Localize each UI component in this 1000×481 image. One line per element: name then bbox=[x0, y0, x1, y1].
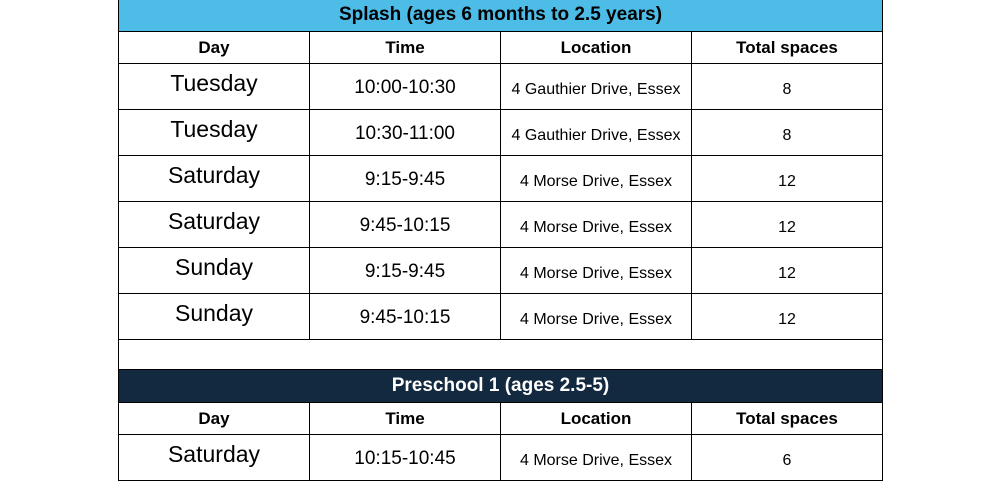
section-title: Splash (ages 6 months to 2.5 years) bbox=[119, 0, 883, 32]
location-cell: 4 Morse Drive, Essex bbox=[501, 435, 692, 481]
location-cell: 4 Morse Drive, Essex bbox=[501, 294, 692, 340]
header-location: Location bbox=[501, 32, 692, 64]
location-cell: 4 Gauthier Drive, Essex bbox=[501, 110, 692, 156]
table-row bbox=[119, 64, 883, 110]
location-cell: 4 Gauthier Drive, Essex bbox=[501, 64, 692, 110]
section-title-row bbox=[119, 0, 883, 32]
schedule-sheet bbox=[118, 0, 883, 481]
table-row bbox=[119, 110, 883, 156]
time-cell: 9:45-10:15 bbox=[310, 294, 501, 340]
spaces-cell: 12 bbox=[692, 202, 883, 248]
spaces-cell: 12 bbox=[692, 156, 883, 202]
header-day: Day bbox=[119, 403, 310, 435]
header-time: Time bbox=[310, 403, 501, 435]
header-time: Time bbox=[310, 32, 501, 64]
day-cell: Tuesday bbox=[119, 64, 310, 110]
spaces-cell: 12 bbox=[692, 294, 883, 340]
spaces-cell: 8 bbox=[692, 110, 883, 156]
table-row bbox=[119, 435, 883, 481]
header-day: Day bbox=[119, 32, 310, 64]
location-cell: 4 Morse Drive, Essex bbox=[501, 248, 692, 294]
time-cell: 9:45-10:15 bbox=[310, 202, 501, 248]
section-title-row bbox=[119, 370, 883, 403]
spaces-cell: 8 bbox=[692, 64, 883, 110]
header-location: Location bbox=[501, 403, 692, 435]
spacer-cell bbox=[119, 340, 883, 370]
header-row bbox=[119, 32, 883, 64]
time-cell: 9:15-9:45 bbox=[310, 248, 501, 294]
day-cell: Tuesday bbox=[119, 110, 310, 156]
time-cell: 10:30-11:00 bbox=[310, 110, 501, 156]
day-cell: Saturday bbox=[119, 202, 310, 248]
table-row bbox=[119, 248, 883, 294]
table-row bbox=[119, 202, 883, 248]
section-title: Preschool 1 (ages 2.5-5) bbox=[119, 370, 883, 403]
day-cell: Sunday bbox=[119, 294, 310, 340]
location-cell: 4 Morse Drive, Essex bbox=[501, 156, 692, 202]
day-cell: Sunday bbox=[119, 248, 310, 294]
spaces-cell: 12 bbox=[692, 248, 883, 294]
location-cell: 4 Morse Drive, Essex bbox=[501, 202, 692, 248]
schedule-table bbox=[118, 0, 883, 481]
spacer-row bbox=[119, 340, 883, 370]
header-total-spaces: Total spaces bbox=[692, 32, 883, 64]
header-total-spaces: Total spaces bbox=[692, 403, 883, 435]
table-row bbox=[119, 294, 883, 340]
spaces-cell: 6 bbox=[692, 435, 883, 481]
day-cell: Saturday bbox=[119, 435, 310, 481]
time-cell: 9:15-9:45 bbox=[310, 156, 501, 202]
day-cell: Saturday bbox=[119, 156, 310, 202]
time-cell: 10:00-10:30 bbox=[310, 64, 501, 110]
time-cell: 10:15-10:45 bbox=[310, 435, 501, 481]
table-row bbox=[119, 156, 883, 202]
